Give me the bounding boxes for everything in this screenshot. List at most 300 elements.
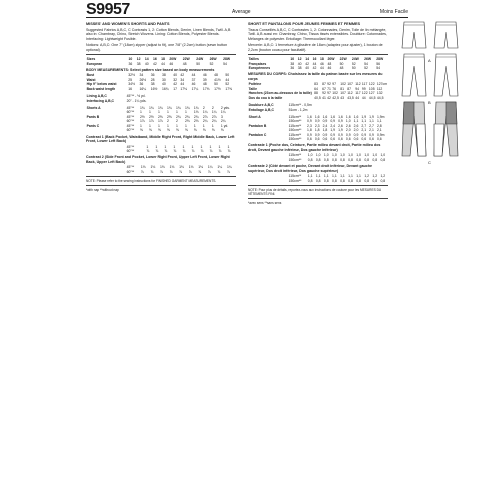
- measurement-value: 40: [162, 82, 166, 87]
- measurement-value: 99: [361, 86, 366, 91]
- yardage-value: 0,6: [369, 137, 374, 142]
- yardage-value: 1: [155, 144, 158, 149]
- yardage-value: 1,6: [338, 114, 343, 119]
- english-contrast1-table: [86, 145, 236, 154]
- yardage-value: 1⅛: [140, 165, 146, 170]
- row-label: [86, 149, 126, 153]
- size-value: 28W: [223, 57, 231, 62]
- yardage-value: 0,6: [322, 137, 328, 142]
- french-interfacing-value: 51cm - 1,2m: [288, 107, 308, 112]
- measurement-value: 36: [150, 73, 155, 78]
- measurement-value: 46: [191, 82, 196, 87]
- size-value: 22W: [182, 57, 190, 62]
- yardage-value: 0,8: [315, 178, 321, 183]
- yardage-value: ⅞: [179, 169, 182, 174]
- size-value: 18: [161, 57, 165, 62]
- yardage-value: 1,1: [376, 119, 382, 124]
- yardage-value: 1¼: [217, 165, 223, 170]
- yardage-value: 1⅛: [169, 165, 175, 170]
- yardage-value: 1¾: [175, 106, 181, 111]
- yardage-value: 2¾: [193, 114, 199, 119]
- french-lining-value: 115cm** - 0,5m: [288, 103, 312, 108]
- fabric-width: 150cm**: [288, 128, 302, 133]
- yardage-value: 0,8: [315, 157, 321, 162]
- european-label: Européennes: [248, 66, 271, 70]
- measurement-value: 39: [202, 77, 207, 82]
- yardage-value: 2,6: [353, 123, 359, 128]
- yardage-value: 2,4: [330, 123, 336, 128]
- yardage-value: 1: [175, 110, 178, 115]
- measurement-value: 76: [332, 86, 337, 91]
- measurement-value: 44: [355, 95, 359, 100]
- european-size: 48: [339, 66, 344, 70]
- yardage-value: 0,8: [356, 178, 361, 183]
- yardage-value: 1: [211, 123, 214, 128]
- measurement-value: 38: [150, 82, 155, 87]
- row-label: [86, 128, 126, 132]
- yardage-value: 1: [157, 110, 160, 115]
- french-column: [248, 22, 388, 207]
- yardage-value: 0,6: [376, 137, 382, 142]
- pattern-number: S9957: [86, 1, 130, 18]
- measurement-value: 107: [347, 82, 353, 87]
- difficulty-english: Average: [232, 9, 251, 15]
- yardage-value: ⅞: [226, 169, 230, 174]
- yardage-value: 0,9: [322, 119, 328, 124]
- yardage-value: 0,9: [338, 119, 343, 124]
- yardage-value: 1⅞: [157, 119, 163, 124]
- measurement-value: 67: [322, 86, 326, 91]
- measurement-value: 50: [214, 82, 218, 87]
- illustration-label-a: A: [428, 58, 431, 63]
- yardage-value: 1,9: [361, 114, 367, 119]
- english-lining-value: 45"** - ½ yd.: [126, 94, 146, 99]
- measurement-value: 127cm: [376, 82, 388, 87]
- yardage-value: 1 yd.: [220, 123, 229, 128]
- yardage-value: 0,9: [330, 119, 336, 124]
- measurement-value: 97: [327, 91, 331, 96]
- yardage-value: 0,9: [369, 132, 374, 137]
- yardage-value: 1: [166, 110, 169, 115]
- yardage-value: 2 yds.: [220, 106, 230, 111]
- yardage-value: 0,8: [307, 157, 313, 162]
- measurement-value: 16¼: [139, 86, 147, 91]
- yardage-value: 1: [149, 110, 151, 115]
- yardage-row: [248, 137, 388, 141]
- french-size: 42: [305, 61, 309, 66]
- yardage-value: 0,8: [364, 157, 370, 162]
- yardage-value: 2: [166, 119, 169, 124]
- measurement-value: 41: [322, 95, 326, 100]
- row-label: Shorts A: [86, 106, 101, 111]
- english-title: MISSES' AND WOMEN'S SHORTS AND PANTS: [86, 22, 170, 26]
- yardage-value: 1: [157, 123, 160, 128]
- french-size: 52: [351, 61, 356, 66]
- english-yardage-table: [86, 106, 236, 133]
- yardage-value: 2¾: [184, 114, 190, 119]
- measurement-value: 43: [340, 95, 344, 100]
- yardage-value: 1,1: [361, 119, 367, 124]
- french-size: 46: [320, 61, 324, 66]
- yardage-value: 1: [218, 144, 221, 149]
- size-value: 24W: [351, 57, 359, 62]
- yardage-value: ⅞: [140, 169, 144, 174]
- measurement-value: 34: [139, 73, 144, 78]
- yardage-value: 1: [164, 144, 167, 149]
- yardage-value: 0,6: [307, 137, 312, 142]
- french-title: SHORT ET PANTALONS POUR JEUNES FEMMES ET FEMMES: [248, 22, 361, 26]
- yardage-value: ⅞: [191, 148, 195, 153]
- european-size: 50: [351, 66, 356, 70]
- yardage-value: 1,6: [307, 114, 312, 119]
- yardage-value: 1,6: [353, 114, 359, 119]
- measurement-value: 44: [191, 73, 196, 78]
- size-value: 26W: [209, 57, 217, 62]
- yardage-value: 1: [184, 123, 187, 128]
- yardage-value: 1,1: [332, 174, 337, 179]
- yardage-value: ⅞: [218, 148, 222, 153]
- measurement-value: 36: [139, 82, 144, 87]
- yardage-value: 1¾: [193, 106, 199, 111]
- yardage-value: 0,8: [323, 178, 329, 183]
- yardage-value: ⅝: [220, 128, 224, 133]
- row-label: [248, 179, 288, 183]
- yardage-value: 2: [211, 106, 214, 111]
- measurement-value: 112: [355, 82, 361, 87]
- fabric-width: 45"**: [126, 165, 135, 170]
- size-value: 12: [136, 57, 141, 62]
- yardage-value: ⅞: [155, 148, 159, 153]
- measurement-value: 71: [327, 86, 331, 91]
- measurement-value: 44: [361, 95, 366, 100]
- row-label: Pants C: [86, 123, 100, 128]
- yardage-value: ⅞: [164, 148, 168, 153]
- measurement-label: Waist: [86, 77, 96, 82]
- french-measurement-table: [248, 82, 388, 100]
- measurement-value: 81: [340, 86, 344, 91]
- yardage-value: 1¼: [211, 110, 217, 115]
- yardage-value: 0,6: [345, 137, 351, 142]
- yardage-value: 1¾: [157, 106, 163, 111]
- yardage-value: 1,0: [323, 153, 329, 158]
- yardage-value: 2⅛: [184, 119, 190, 124]
- european-size: 52: [209, 61, 214, 66]
- yardage-value: 0,9: [345, 132, 351, 137]
- english-measurement-table: [86, 73, 236, 91]
- yardage-value: 2: [175, 119, 178, 124]
- fabric-width: 60"**: [126, 110, 135, 115]
- french-contrast2-table: [248, 174, 388, 183]
- measurement-value: 42: [180, 73, 185, 78]
- yardage-value: 1,9: [369, 114, 374, 119]
- yardage-value: 1: [166, 123, 169, 128]
- measurement-value: 44,5: [376, 95, 384, 100]
- yardage-value: 0,8: [372, 178, 378, 183]
- measurement-value: 46: [202, 73, 207, 78]
- yardage-value: 1: [140, 110, 142, 115]
- yardage-value: ⅝: [140, 128, 143, 133]
- yardage-value: 0,9: [314, 119, 320, 124]
- size-value: 20W: [327, 57, 335, 62]
- yardage-value: ⅞: [207, 169, 211, 174]
- size-value: 10: [128, 57, 133, 62]
- measurement-value: 132: [376, 91, 383, 96]
- measurement-value: 26½: [139, 77, 147, 82]
- yardage-value: 1,2: [380, 174, 386, 179]
- row-label: [248, 158, 288, 162]
- size-value: 12: [297, 57, 302, 62]
- english-column: [86, 22, 236, 194]
- yardage-value: 1,8: [322, 128, 328, 133]
- yardage-value: ⅝: [211, 128, 215, 133]
- measurement-value: 52: [225, 82, 230, 87]
- english-notions: Notions: A,B,C: One 7" (18cm) zipper (adjust to fit), one 7/8" (2.2cm) button (sewn button optional).: [86, 43, 228, 52]
- yardage-value: 1,2: [364, 174, 370, 179]
- english-size-table: [86, 57, 236, 66]
- divider: [86, 185, 236, 186]
- yardage-value: 0,9: [353, 132, 359, 137]
- measurement-value: 87: [347, 86, 351, 91]
- european-size: 54: [223, 61, 227, 66]
- measurement-value: 17⅛: [180, 86, 187, 91]
- yardage-value: 3: [220, 114, 223, 119]
- yardage-value: 1,1: [369, 119, 374, 124]
- measurement-value: 107: [340, 91, 346, 96]
- yardage-value: 0,9: [338, 132, 343, 137]
- yardage-value: 1: [173, 144, 176, 149]
- yardage-value: ⅞: [209, 148, 213, 153]
- french-size: 54: [364, 61, 368, 66]
- fabric-width: 60"**: [126, 148, 135, 153]
- yardage-value: 1,6: [322, 114, 328, 119]
- yardage-value: 0,6: [353, 137, 359, 142]
- yardage-value: 1,0: [332, 153, 337, 158]
- yardage-value: 0,8: [364, 178, 370, 183]
- measurement-value: 38: [162, 73, 166, 78]
- french-yardage-table: [248, 115, 388, 142]
- size-value: 14: [144, 57, 149, 62]
- measurement-value: 16: [128, 86, 133, 91]
- french-interfacing-label: Entoilage A,B,C: [248, 107, 274, 112]
- yardage-value: 2⅞: [211, 114, 217, 119]
- measurement-label: Bust: [86, 73, 95, 78]
- yardage-value: 2,1: [369, 128, 374, 133]
- yardage-value: 1,6: [345, 114, 351, 119]
- measurement-value: 25: [128, 77, 133, 82]
- yardage-value: ⅞: [160, 169, 163, 174]
- yardage-value: 0,9: [307, 119, 312, 124]
- measurement-value: 17: [173, 86, 178, 91]
- french-size: 44: [312, 61, 317, 66]
- yardage-value: 0,9: [322, 132, 328, 137]
- size-value: 24W: [196, 57, 204, 62]
- yardage-row: [248, 158, 388, 162]
- yardage-value: 1,0: [348, 153, 353, 158]
- yardage-value: 0,8: [380, 157, 386, 162]
- row-label: [86, 170, 126, 174]
- yardage-value: 2,1: [361, 128, 367, 133]
- measurement-value: 41½: [214, 77, 221, 82]
- yardage-value: ⅞: [227, 148, 231, 153]
- yardage-value: 0,8: [323, 157, 329, 162]
- yardage-value: 1,9: [338, 128, 343, 133]
- yardage-value: ⅞: [182, 148, 186, 153]
- french-footnote: *avec sens **sans sens: [248, 201, 282, 206]
- english-interfacing-value: 20" - 1¼ yds.: [126, 98, 147, 103]
- measurement-value: 83: [314, 82, 318, 87]
- yardage-value: ⅞: [173, 148, 177, 153]
- yardage-value: ⅞: [146, 148, 150, 153]
- yardage-value: 1¼: [226, 165, 232, 170]
- yardage-value: 2,6: [338, 123, 343, 128]
- divider: [248, 54, 388, 55]
- fabric-width: 115cm**: [288, 123, 302, 128]
- measurement-value: 102: [340, 82, 346, 87]
- divider: [86, 176, 236, 177]
- english-fabrics: Suggested Fabrics A,B,C, C Contrasts 1, 2: Cotton Blends, Denim, Linen Blends, Twill. A,B also in: Chambray, Chino, Stretch Wovens. Lining: Cotton Blends, Polyester Blends. Interfacing: Lightweight Fusible.: [86, 27, 231, 41]
- measurement-value: 48: [214, 73, 218, 78]
- yardage-value: 2¼: [220, 119, 226, 124]
- yardage-value: 1,1: [323, 174, 329, 179]
- french-size-table: [248, 57, 388, 70]
- yardage-value: ⅞: [169, 169, 173, 174]
- english-footnote: *with nap **without nap: [86, 188, 119, 193]
- yardage-value: 1: [191, 144, 194, 149]
- yardage-value: 1¾: [184, 106, 190, 111]
- yardage-row: [86, 170, 236, 174]
- fabric-width: 115cm**: [288, 132, 302, 137]
- size-value: 10: [290, 57, 295, 62]
- yardage-value: 1: [209, 144, 212, 149]
- yardage-value: 1¾: [140, 106, 145, 111]
- yardage-value: 1,1: [353, 119, 359, 124]
- yardage-value: ⅞: [217, 169, 221, 174]
- european-size: 40: [144, 61, 149, 66]
- yardage-value: 2½: [149, 114, 154, 119]
- measurement-value: 34½: [128, 82, 135, 87]
- yardage-value: ⅝: [193, 128, 197, 133]
- measurement-value: 17⅝: [225, 86, 232, 91]
- yardage-value: 0,8: [356, 157, 361, 162]
- fabric-width: 150cm**: [288, 157, 302, 162]
- measurement-label: Back waist length: [86, 86, 116, 91]
- yardage-value: 1,9: [330, 128, 336, 133]
- yardage-value: 2,8: [376, 123, 382, 128]
- yardage-value: 2,3: [314, 123, 320, 128]
- english-contrast1-label: Contrast 1 (Back Pocket, Waistband, Middle Right Front, Right Middle Back, Lower Left Front, Lower Left Back): [86, 134, 235, 144]
- yardage-value: 0,8: [348, 178, 353, 183]
- measurement-value: 42: [173, 82, 178, 87]
- sizes-label: Tailles: [248, 57, 259, 62]
- measurement-value: 37: [191, 77, 196, 82]
- yardage-value: 1: [146, 144, 149, 149]
- european-size: 46: [327, 66, 332, 70]
- european-size: 40: [305, 66, 309, 70]
- european-size: 44: [161, 61, 165, 66]
- yardage-value: 2: [202, 106, 205, 111]
- french-size: 56: [376, 61, 381, 66]
- yardage-value: ⅝: [184, 128, 188, 133]
- european-row: [86, 62, 236, 66]
- yardage-value: 2,0: [353, 128, 359, 133]
- european-size: 36: [128, 61, 133, 66]
- yardage-value: 1,0: [356, 153, 361, 158]
- yardage-value: 1¼: [220, 110, 226, 115]
- yardage-value: 1,8: [314, 128, 320, 133]
- illustration-label-c: C: [428, 160, 431, 165]
- yardage-value: 1⅛: [179, 165, 184, 170]
- measurement-value: 94: [355, 86, 359, 91]
- measurement-value: 122: [368, 82, 375, 87]
- french-lining-table: [248, 103, 388, 112]
- european-size: 48: [182, 61, 187, 66]
- french-size: 48: [327, 61, 332, 66]
- measurement-value: 44: [225, 77, 230, 82]
- yardage-value: 1,1: [356, 174, 361, 179]
- yardage-value: 1,8: [307, 128, 312, 133]
- fabric-width: 115cm**: [288, 174, 302, 179]
- european-size: 46: [169, 61, 174, 66]
- measurement-label: Hanches (23cm au-dessous de la taille): [248, 91, 312, 96]
- yardage-row: [86, 149, 236, 153]
- size-value: 28W: [376, 57, 384, 62]
- pants-b-illustration: [394, 52, 466, 100]
- measurement-value: 16¾: [162, 86, 169, 91]
- yardage-value: 1,0: [380, 153, 386, 158]
- yardage-value: 0,8: [307, 178, 313, 183]
- measurement-label: Hip 9" below waist: [86, 82, 117, 87]
- english-interfacing-label: Interfacing A,B,C: [86, 98, 114, 103]
- measurement-value: 48: [202, 82, 207, 87]
- european-size: 54: [376, 66, 381, 70]
- french-contrast2-label: Contraste 2 (Côté devant et poche, Devant droit inférieur, Devant gauche supérieur, Dos droit inférieur, Dos gauche supérieur): [248, 164, 373, 173]
- french-contrast1-label: Contraste 1 (Poche dos, Ceinture, Partie milieu devant droit, Partie milieu dos droit, Devant gauche inférieur, Dos gauche inférieur): [248, 143, 381, 152]
- yardage-value: 1: [193, 123, 196, 128]
- yardage-value: 2½: [140, 114, 145, 119]
- english-contrast2-label: Contrast 2 (Side Front and Pocket, Lower Right Front, Upper Left Front, Lower Right Back, Upper Left Back): [86, 155, 230, 164]
- yardage-value: 2¼: [202, 119, 208, 124]
- measurement-value: 16½: [150, 86, 158, 91]
- french-note: NOTE: Pour plus de détails, reportez-vous aux instructions de couture pour les MESURES DU VÊTEMENTS FINI.: [248, 188, 382, 197]
- measurement-value: 88: [314, 91, 318, 96]
- fabric-width: 150cm**: [288, 119, 302, 124]
- yardage-value: 1,0: [372, 153, 378, 158]
- yardage-value: 0,8: [332, 178, 337, 183]
- measurement-label: Dos du cou à la taille: [248, 95, 283, 100]
- yardage-value: 1⅛: [150, 165, 156, 170]
- english-lining-label: Lining A,B,C: [86, 94, 107, 99]
- measurement-value: 30: [162, 77, 166, 82]
- measurement-value: 97: [332, 82, 337, 87]
- english-note: NOTE: Please refer to the sewing instructions for FINISHED GARMENT MEASUREMENTS.: [86, 179, 217, 184]
- yardage-value: 1⅛: [193, 110, 199, 115]
- yardage-value: 0,6: [338, 137, 343, 142]
- yardage-value: 2¼: [211, 119, 217, 124]
- european-size: 36: [290, 66, 295, 70]
- measurement-value: 105: [368, 86, 375, 91]
- yardage-value: 0,8: [340, 178, 345, 183]
- fabric-width: 60"**: [126, 169, 135, 174]
- yardage-value: 1⅛: [198, 165, 203, 170]
- divider: [248, 198, 388, 199]
- yardage-value: 2⅝: [166, 114, 172, 119]
- yardage-value: ⅝: [166, 128, 170, 133]
- measurement-value: 28: [150, 77, 155, 82]
- yardage-value: ⅞: [188, 169, 192, 174]
- yardage-value: 1,6: [330, 114, 336, 119]
- yardage-value: 1⅛: [160, 165, 165, 170]
- yardage-value: 1: [149, 123, 151, 128]
